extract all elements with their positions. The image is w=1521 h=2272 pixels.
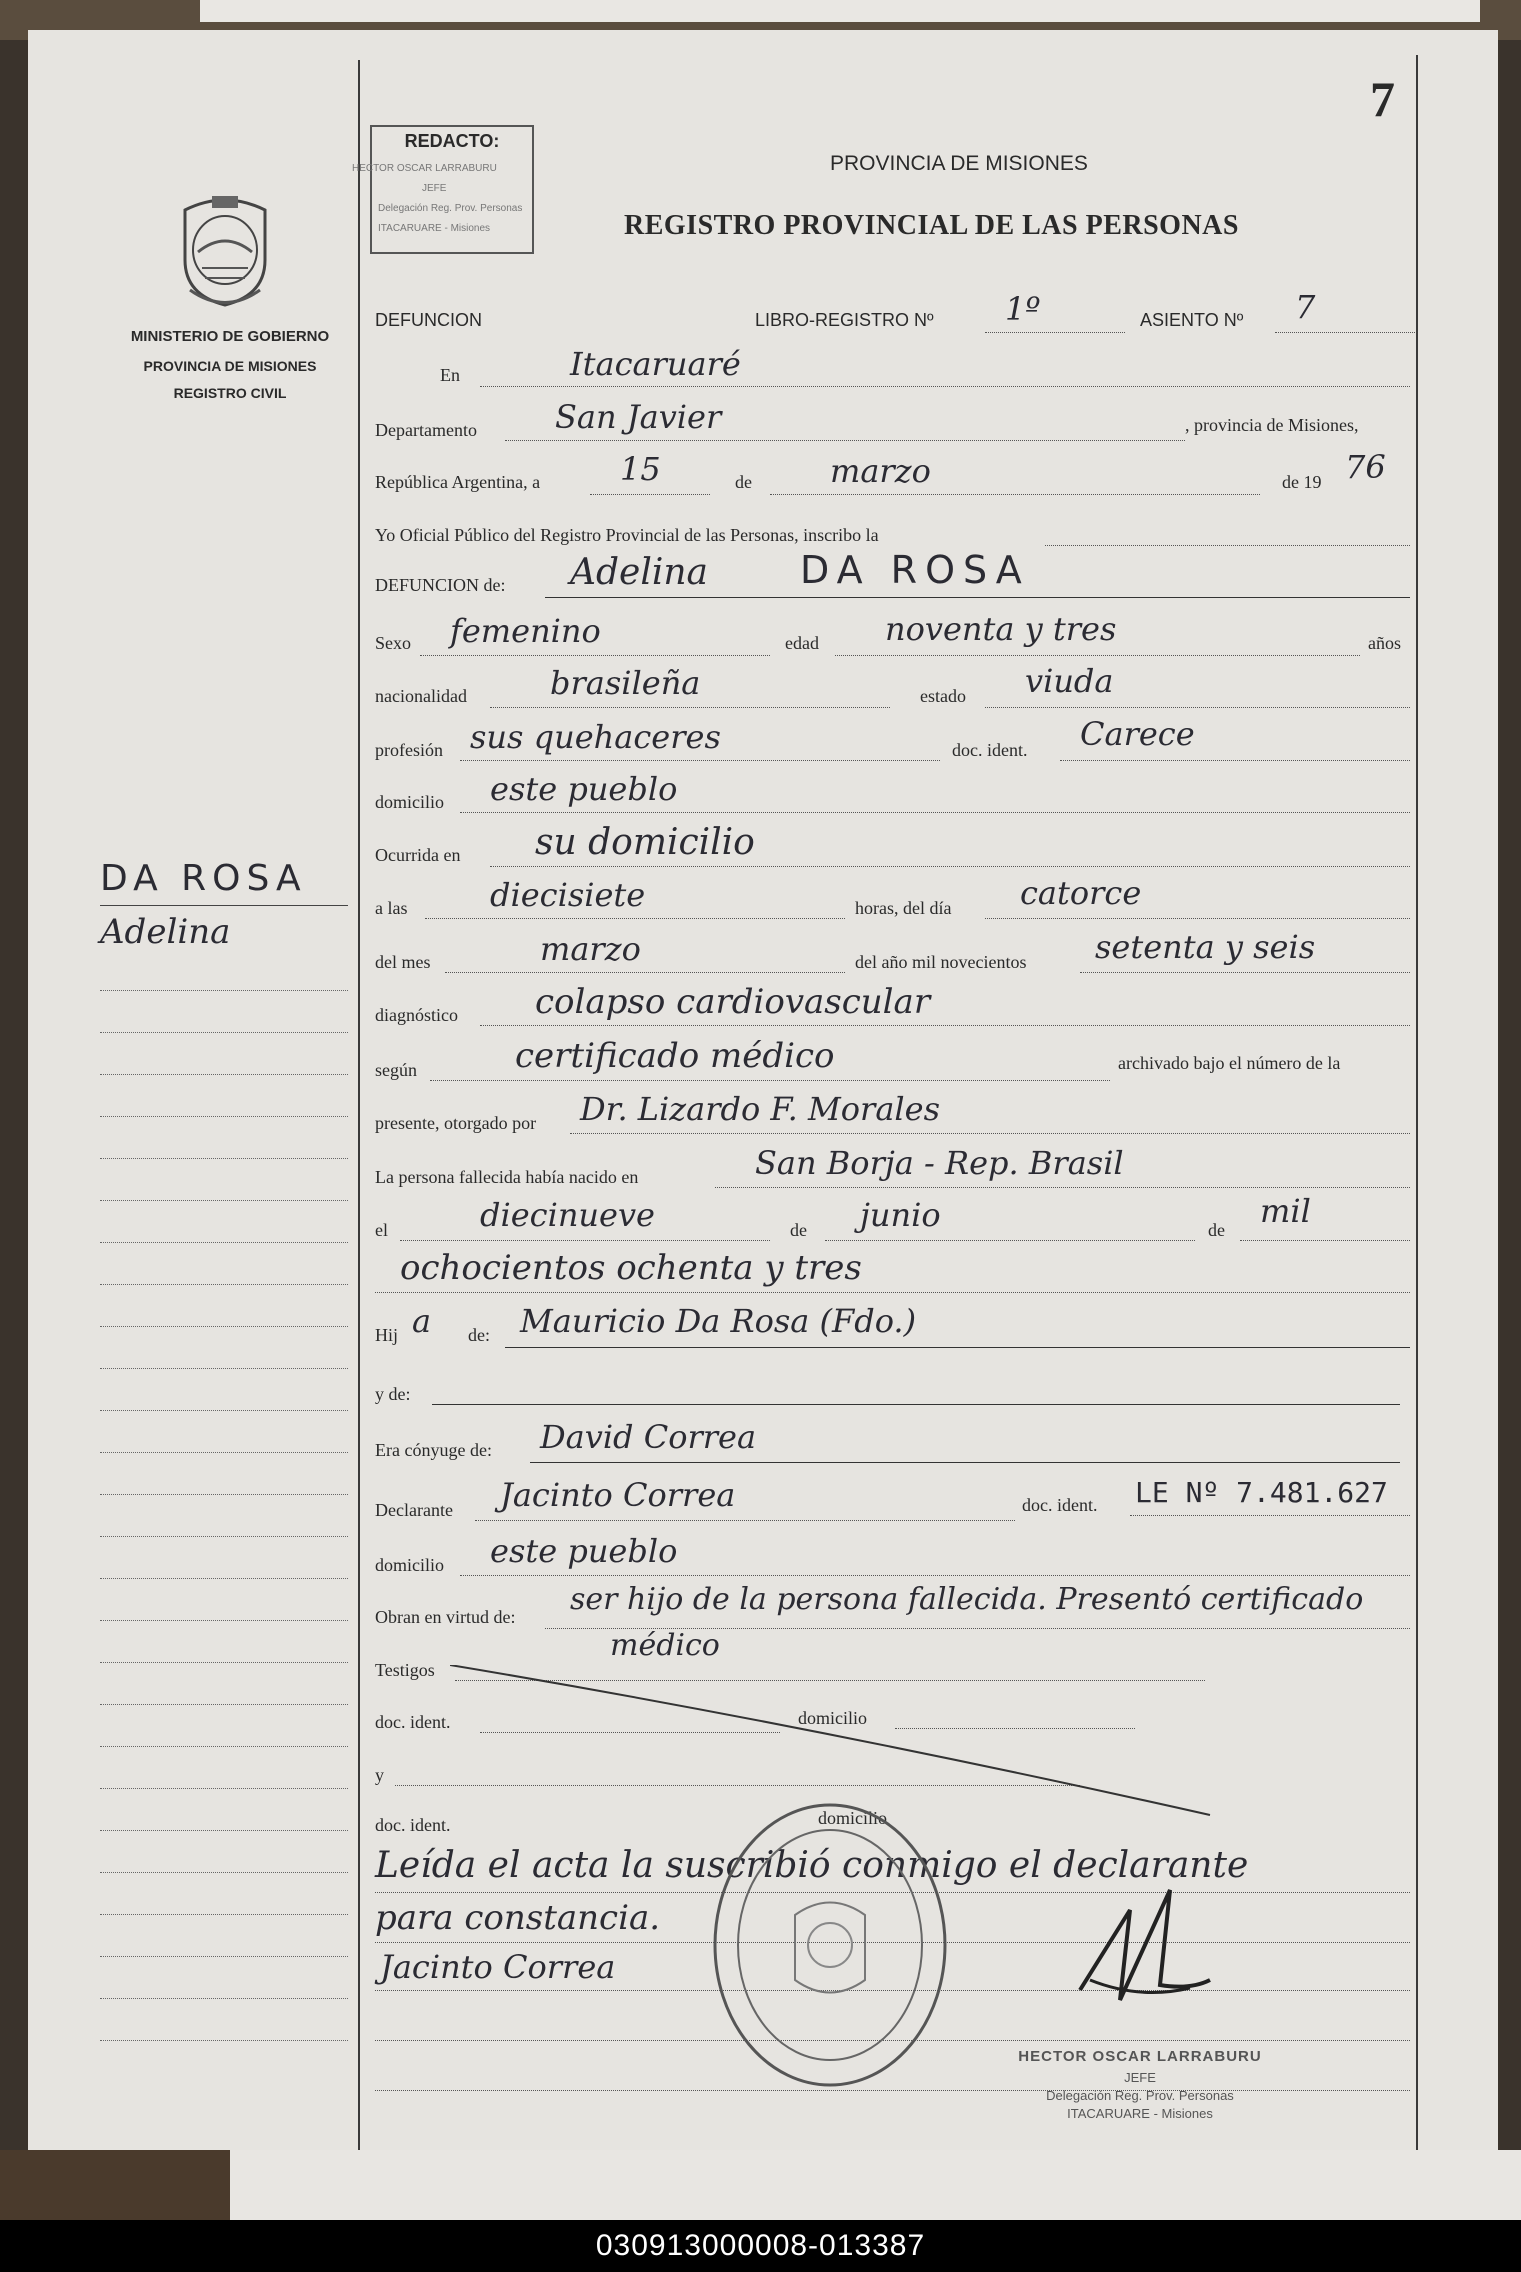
stamp-line-2: JEFE [422,183,447,194]
signature-role: JEFE [1124,2070,1156,2085]
estado-label: estado [920,686,966,706]
margin-ruled-line [100,1746,348,1747]
padre-value: Mauricio Da Rosa (Fdo.) [520,1302,917,1340]
signature-place: ITACARUARE - Misiones [1067,2106,1213,2121]
nac-dia-value: diecinueve [480,1196,655,1234]
margin-ruled-line [100,1452,348,1453]
el-label: el [375,1220,388,1240]
leida-value-1: Leída el acta la suscribió conmigo el declarante [375,1845,1249,1886]
medico-value: Dr. Lizardo F. Morales [580,1090,940,1128]
obran-value-2: médico [610,1628,720,1663]
de-label-2: de [790,1220,807,1240]
testigo2-doc-label: doc. ident. [375,1815,451,1835]
redacto-stamp [352,125,534,254]
edad-label: edad [785,633,819,653]
margin-ruled-line [100,1662,348,1663]
y-label: y [375,1765,384,1785]
republica-label: República Argentina, a [375,472,541,492]
libro-line [985,332,1125,333]
stamp-line-1: HECTOR OSCAR LARRABURU [352,163,497,174]
domicilio-label: domicilio [375,792,444,812]
del-ano-label: del año mil novecientos [855,952,1027,972]
locality-value: Itacaruaré [570,345,741,383]
mes-muerte-value: marzo [540,930,641,968]
domicilio-value: este pueblo [490,770,678,808]
doc-line [1060,760,1410,761]
diagnostico-value: colapso cardiovascular [535,982,931,1022]
profesion-value: sus quehaceres [470,718,721,756]
nac-de-line [1240,1240,1410,1241]
asiento-value: 7 [1295,288,1316,326]
diagnostico-label: diagnóstico [375,1005,458,1025]
margin-ruled-line [100,1788,348,1789]
declarante-line [475,1520,1015,1521]
testigos-label: Testigos [375,1660,435,1680]
margin-ruled-line [100,1536,348,1537]
declarante-value: Jacinto Correa [500,1476,736,1514]
padre-line [505,1347,1410,1348]
hora-value: diecisiete [490,876,646,914]
nac-mes-line [825,1240,1195,1241]
y-de-label: y de: [375,1384,411,1404]
margin-ruled-line [100,990,348,991]
nac-ano-line [375,1292,1410,1293]
segun-label: según [375,1060,417,1080]
edad-line [835,655,1360,656]
ano-muerte-line [1080,972,1410,973]
obran-label: Obran en virtud de: [375,1607,516,1627]
margin-ruled-line [100,1410,348,1411]
dia-muerte-value: catorce [1020,874,1142,912]
horas-dia-label: horas, del día [855,898,952,918]
conyuge-value: David Correa [540,1418,757,1456]
doc-value: Carece [1080,715,1195,753]
mes-muerte-line [445,972,845,973]
profesion-line [460,760,940,761]
testigo-doc-label: doc. ident. [375,1712,451,1732]
official-signature-icon [1060,1850,1220,2010]
margin-ruled-line [100,2040,348,2041]
ocurrida-value: su domicilio [535,822,755,863]
signature-office: Delegación Reg. Prov. Personas [1046,2088,1234,2103]
margin-name: Adelina [100,912,231,952]
coat-of-arms-icon [170,190,280,310]
nacionalidad-value: brasileña [550,664,701,702]
margin-ruled-line [100,1158,348,1159]
en-label: En [440,365,460,385]
edad-value: noventa y tres [885,610,1117,648]
apellido-value: DA ROSA [800,548,1030,592]
signature-name: HECTOR OSCAR LARRABURU [1018,2048,1262,2065]
obran-value: ser hijo de la persona fallecida. Presentó certificado [570,1582,1364,1617]
leida-value-2: para constancia. [375,1898,661,1938]
de-colon-label: de: [468,1325,490,1345]
ministry-line-3: REGISTRO CIVIL [173,385,287,401]
departamento-value: San Javier [555,398,722,436]
de-label: de [735,472,752,492]
margin-ruled-line [100,1872,348,1873]
ocurrida-line [490,866,1410,867]
margin-ruled-line [100,1620,348,1621]
del-mes-label: del mes [375,952,431,972]
defuncion-label: DEFUNCION [375,310,482,330]
doc-ident-label: doc. ident. [952,740,1028,760]
en-line [480,386,1410,387]
sexo-value: femenino [450,612,601,650]
mes-line [770,494,1260,495]
right-border-line [1416,55,1418,2150]
margin-ruled-line [100,1032,348,1033]
margin-ruled-line [100,1830,348,1831]
departamento-label: Departamento [375,420,477,440]
asiento-line [1275,332,1415,333]
medico-line [570,1133,1410,1134]
margin-ruled-line [100,1074,348,1075]
testigo2-domicilio-label: domicilio [818,1808,887,1828]
nacido-en-label: La persona fallecida había nacido en [375,1167,639,1187]
archivado-label: archivado bajo el número de la [1118,1053,1341,1073]
provincia-label: , provincia de Misiones, [1185,415,1359,435]
oficial-label: Yo Oficial Público del Registro Provincial de las Personas, inscribo la [375,525,879,545]
nac-de-value: mil [1260,1192,1311,1230]
decl-domicilio-label: domicilio [375,1555,444,1575]
nac-ano-value: ochocientos ochenta y tres [400,1248,862,1288]
decl-domicilio-value: este pueblo [490,1532,678,1570]
estado-line [985,707,1410,708]
province-heading: PROVINCIA DE MISIONES [830,152,1088,175]
margin-ruled-line [100,1116,348,1117]
nacido-value: San Borja - Rep. Brasil [755,1144,1124,1182]
conyuge-label: Era cónyuge de: [375,1440,492,1460]
testigo-domicilio-label: domicilio [798,1708,867,1728]
de-label-3: de [1208,1220,1225,1240]
hora-line [425,918,845,919]
nombre-value: Adelina [570,552,709,593]
margin-ruled-line [100,1368,348,1369]
segun-line [430,1080,1110,1081]
de19-label: de 19 [1282,472,1322,492]
stamp-title: REDACTO: [404,131,500,151]
nacionalidad-label: nacionalidad [375,686,467,706]
ano-value: 76 [1345,448,1386,486]
madre-line [432,1404,1400,1405]
declarante-label: Declarante [375,1500,453,1520]
departamento-line [505,440,1185,441]
estado-value: viuda [1025,662,1114,700]
margin-ruled-line [100,1914,348,1915]
stamp-line-4: ITACARUARE - Misiones [378,223,491,234]
decl-domicilio-line [460,1575,1410,1576]
ocurrida-label: Ocurrida en [375,845,461,865]
nac-dia-line [400,1240,770,1241]
nacionalidad-line [490,707,890,708]
domicilio-line [460,812,1410,813]
decl-doc-line [1130,1515,1410,1516]
sexo-label: Sexo [375,633,411,653]
sexo-line [420,655,770,656]
diagnostico-line [480,1025,1410,1026]
ministry-line-2: PROVINCIA DE MISIONES [143,358,317,374]
anos-label: años [1368,633,1401,653]
dia-value: 15 [620,450,661,488]
a-las-label: a las [375,898,408,918]
dia-line [590,494,710,495]
presente-label: presente, otorgado por [375,1113,537,1133]
hij-label: Hij [375,1325,399,1345]
profesion-label: profesión [375,740,443,760]
margin-ruled-line [100,1200,348,1201]
margin-ruled-line [100,1704,348,1705]
margin-ruled-line [100,1242,348,1243]
nac-mes-value: junio [860,1196,941,1234]
libro-label: LIBRO-REGISTRO Nº [755,310,934,330]
margin-line [100,905,348,906]
registry-title: REGISTRO PROVINCIAL DE LAS PERSONAS [624,210,1239,241]
decl-doc-value: LE Nº 7.481.627 [1135,1476,1388,1509]
margin-ruled-line [100,1494,348,1495]
official-round-seal-icon [705,1795,955,2095]
defuncion-de-label: DEFUNCION de: [375,575,506,595]
oficial-line [1045,545,1410,546]
margin-ruled-line [100,1578,348,1579]
decl-doc-label: doc. ident. [1022,1495,1098,1515]
ministry-line-1: MINISTERIO DE GOBIERNO [130,328,330,345]
segun-value: certificado médico [515,1036,835,1076]
stamp-line-3: Delegación Reg. Prov. Personas [378,203,523,214]
page-number: 7 [1370,71,1395,127]
nombre-line [545,597,1410,598]
margin-ruled-line [100,1998,348,1999]
margin-ruled-line [100,1284,348,1285]
ano-muerte-value: setenta y seis [1095,928,1316,966]
asiento-label: ASIENTO Nº [1140,310,1244,330]
margin-ruled-line [100,1326,348,1327]
hija-letter: a [412,1302,432,1340]
scan-bottom-edge [0,2150,1521,2220]
margin-ruled-line [100,1956,348,1957]
margin-surname: DA ROSA [100,858,307,899]
document-id-bar: 030913000008-013387 [0,2220,1521,2272]
nacido-line [715,1187,1410,1188]
libro-value: 1º [1005,290,1041,328]
mes-value: marzo [830,452,931,490]
dia-muerte-line [985,918,1410,919]
conyuge-line [530,1462,1400,1463]
declarante-signature: Jacinto Correa [380,1948,616,1986]
